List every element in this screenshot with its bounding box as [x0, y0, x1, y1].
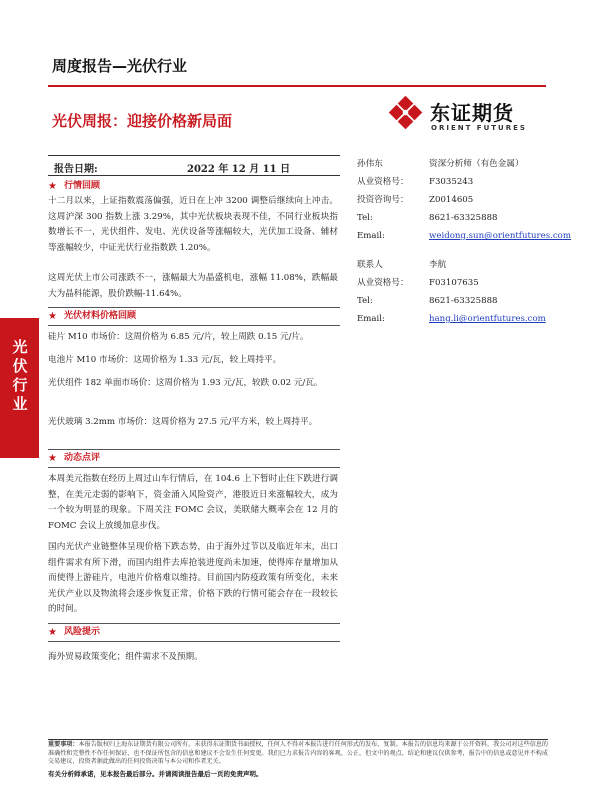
section-title: 动态点评 — [64, 453, 101, 463]
price-module: 光伏组件 182 单面市场价：这周价格为 1.93 元/瓦，较跌 0.02 元/瓦。 — [48, 378, 323, 388]
section-divider — [48, 641, 340, 642]
contact-email-link[interactable]: hang.li@orientfutures.com — [429, 314, 546, 324]
qualification-number: F3035243 — [429, 177, 474, 187]
star-icon: ★ — [48, 311, 57, 322]
date-rule-bottom — [48, 175, 340, 176]
logo-mark-icon — [389, 95, 425, 135]
industry-side-label: 光伏行业 — [12, 338, 28, 413]
market-review-text: 十二月以来，上证指数震荡偏强，近日在上冲 3200 调整后继续向上冲击。这周沪深 300 指数上涨 3.29%，其中光伏板块表现不佳，不同行业板块指数增长不一，光伏组件、发电、光伏设备等涨幅较大，光伏加工设备、辅材等涨幅较少，中证光伏行业指数跌 1.20%。 — [48, 196, 338, 253]
analyst-title: 资深分析师（有色金属） — [429, 159, 524, 169]
disclaimer-text: 本报告版权归上海东证期货有限公司所有。未获得东证期货书面授权，任何人不得对本报告进行任何形式的发布、复制。本报告的信息均来源于公开资料，我公司对这些信息的准确性和完整性不作任何保证，也不保证所包含的信息和建议不会发生任何变更。我们已力求报告内容的客观、公正，但文中的观点、结论和建议仅供参考，报告中的信息或意见并不构成交易建议，投资者据此做出的任何投资决策与本公司和作者无关。 — [48, 741, 549, 766]
tel-number: 8621-63325888 — [429, 296, 498, 306]
tel-label: Tel: — [357, 213, 373, 223]
date-rule-top — [48, 155, 340, 156]
contact-label: 联系人 — [357, 260, 383, 270]
section-title: 行情回顾 — [64, 181, 101, 191]
consulting-number: Z0014605 — [429, 195, 474, 205]
disclaimer — [48, 741, 548, 767]
analyst-name: 孙伟东 — [357, 159, 383, 169]
section-divider — [48, 623, 340, 624]
star-icon: ★ — [48, 627, 57, 638]
price-glass: 光伏玻璃 3.2mm 市场价：这周价格为 27.5 元/平方米，较上周持平。 — [48, 417, 318, 427]
contact-name: 李航 — [429, 260, 447, 270]
section-divider — [48, 307, 340, 308]
logo-chinese-name: 东证期货 — [430, 101, 514, 125]
section-heading-market — [48, 180, 340, 193]
price-cell: 电池片 M10 市场价：这周价格为 1.33 元/瓦，较上周持平。 — [48, 355, 282, 365]
consulting-label: 投资咨询号： — [357, 195, 409, 205]
tel-label: Tel: — [357, 296, 373, 306]
risk-text: 海外贸易政策变化；组件需求不及预期。 — [48, 652, 203, 662]
section-divider — [48, 467, 340, 468]
analyst-email-link[interactable]: weidong.sun@orientfutures.com — [429, 231, 571, 241]
email-label: Email: — [357, 231, 385, 241]
qualification-number: F03107635 — [429, 278, 479, 288]
section-heading-risk — [48, 626, 340, 639]
report-date-label: 报告日期: — [54, 164, 98, 175]
section-heading-comment — [48, 452, 340, 465]
price-wafer: 硅片 M10 市场价：这周价格为 6.85 元/片，较上周跌 0.15 元/片。 — [48, 332, 309, 342]
document-type-title: 周度报告—光伏行业 — [52, 57, 188, 75]
header-divider — [48, 85, 546, 87]
market-review-text-2: 这周光伏上市公司涨跌不一，涨幅最大为晶盛机电，涨幅 11.08%，跌幅最大为晶科能源，股价跌幅-11.64%。 — [48, 273, 338, 299]
comment-macro: 本周美元指数在经历上周过山车行情后，在 104.6 上下暂时止住下跌进行调整，在美元走弱的影响下，资金涌入风险资产，港股近日来涨幅较大，成为一个较为明显的现象。下周关注 FOMC 会议，美联储大概率会在 12 月的 FOMC 会议上放缓加息步伐。 — [48, 474, 338, 531]
section-title: 光伏材料价格回顾 — [64, 311, 137, 321]
logo-english-name: ORIENT FUTURES — [431, 124, 527, 132]
report-date-value: 2022 年 12 月 11 日 — [187, 164, 291, 175]
footer-note: 有关分析师承诺，见本报告最后部分。并请阅读报告最后一页的免责声明。 — [48, 770, 263, 778]
section-title: 风险提示 — [64, 627, 101, 637]
star-icon: ★ — [48, 181, 57, 192]
qualification-label: 从业资格号： — [357, 278, 409, 288]
footer-divider — [48, 739, 548, 740]
section-divider — [48, 325, 340, 326]
tel-number: 8621-63325888 — [429, 213, 498, 223]
report-title: 光伏周报：迎接价格新局面 — [52, 112, 233, 130]
qualification-label: 从业资格号： — [357, 177, 409, 187]
section-heading-prices — [48, 310, 340, 323]
email-label: Email: — [357, 314, 385, 324]
section-divider — [48, 449, 340, 450]
comment-industry: 国内光伏产业链整体呈现价格下跌态势，由于海外过节以及临近年末，出口组件需求有所下滑，而国内组件去库抢装进度尚未加速，使得库存量增加从而使得上游硅片，电池片价格难以维持。目前国内防疫政策有所变化，未来光伏产业以及物流将会逐步恢复正常，价格下跌的行情可能会存在一段较长的时间。 — [48, 542, 338, 614]
disclaimer-label: 重要事项： — [48, 741, 79, 748]
star-icon: ★ — [48, 453, 57, 464]
